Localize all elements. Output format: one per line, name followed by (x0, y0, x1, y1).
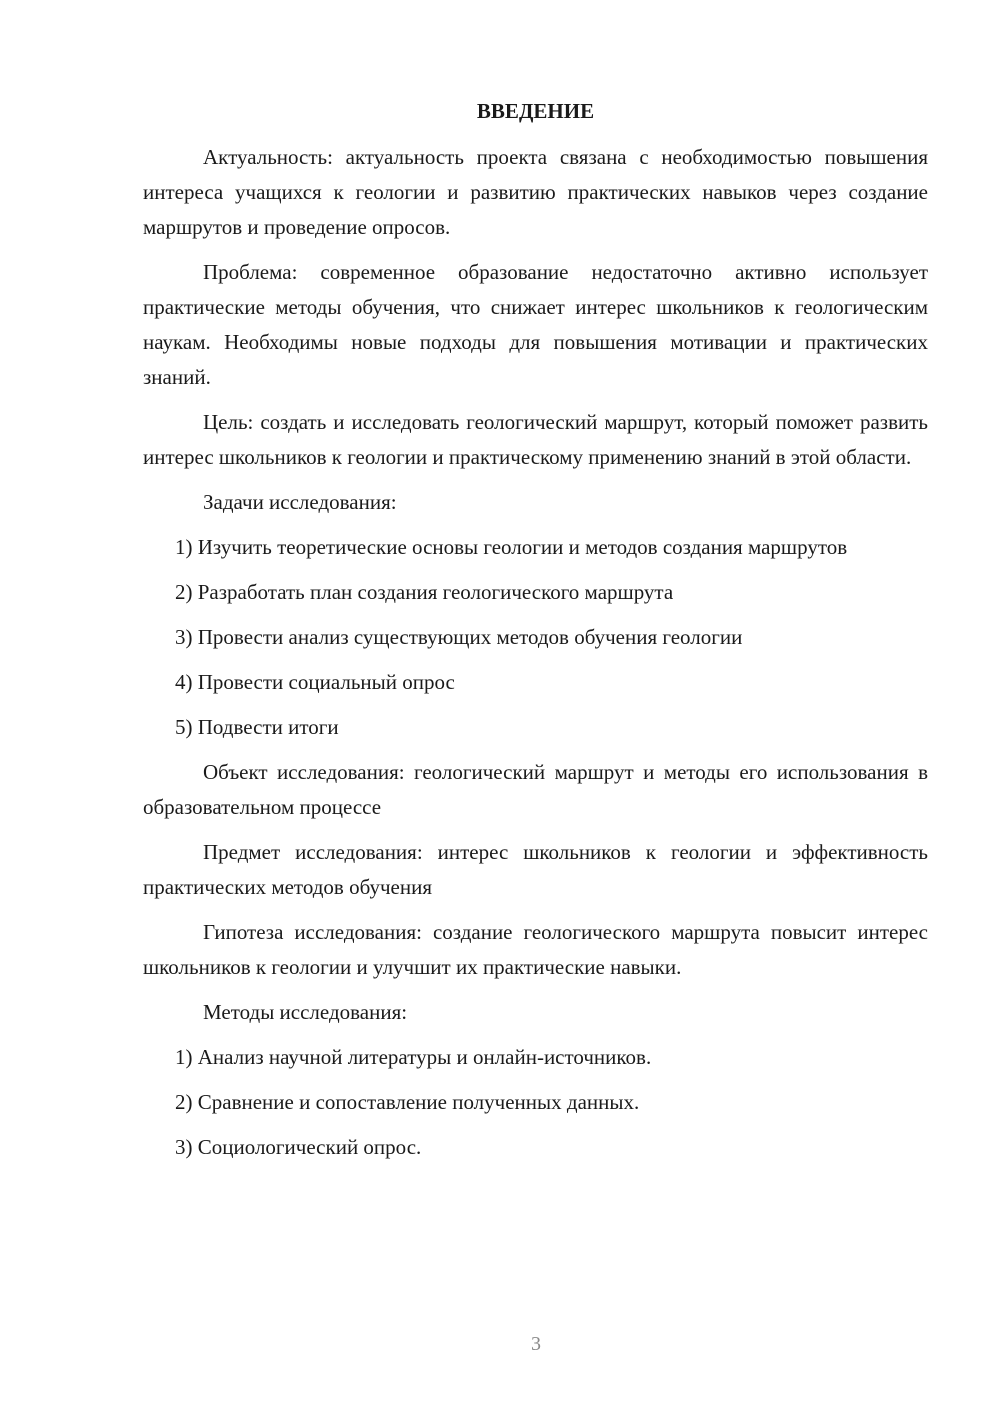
task-item: 2) Разработать план создания геологического маршрута (175, 580, 674, 604)
object-paragraph: Объект исследования: геологический маршрут и методы его использования в образовательном процессе (143, 760, 928, 819)
hypothesis-paragraph: Гипотеза исследования: создание геологического маршрута повысит интерес школьников к геологии и улучшит их практические навыки. (143, 920, 928, 979)
task-item: 1) Изучить теоретические основы геологии и методов создания маршрутов (175, 535, 848, 559)
section-heading: ВВЕДЕНИЕ (476, 99, 595, 123)
document-body (143, 96, 928, 1175)
task-item: 4) Провести социальный опрос (175, 670, 455, 694)
page-number: 3 (531, 1333, 541, 1355)
method-item: 1) Анализ научной литературы и онлайн-источников. (175, 1045, 652, 1069)
task-item: 5) Подвести итоги (175, 715, 339, 739)
method-item: 3) Социологический опрос. (175, 1135, 422, 1159)
tasks-title: Задачи исследования: (203, 490, 397, 514)
goal-paragraph: Цель: создать и исследовать геологический маршрут, который поможет развить интерес школьников к геологии и практическому применению знаний в этой области. (143, 410, 928, 469)
problem-paragraph: Проблема: современное образование недостаточно активно использует практические методы обучения, что снижает интерес школьников к геологическим наукам. Необходимы новые подходы для повышения мотивации и практических знаний. (143, 260, 928, 389)
methods-title: Методы исследования: (203, 1000, 408, 1024)
method-item: 2) Сравнение и сопоставление полученных данных. (175, 1090, 640, 1114)
subject-paragraph: Предмет исследования: интерес школьников к геологии и эффективность практических методов обучения (143, 840, 928, 899)
task-item: 3) Провести анализ существующих методов обучения геологии (175, 625, 743, 649)
relevance-paragraph: Актуальность: актуальность проекта связана с необходимостью повышения интереса учащихся к геологии и развитию практических навыков через создание маршрутов и проведение опросов. (143, 145, 928, 239)
